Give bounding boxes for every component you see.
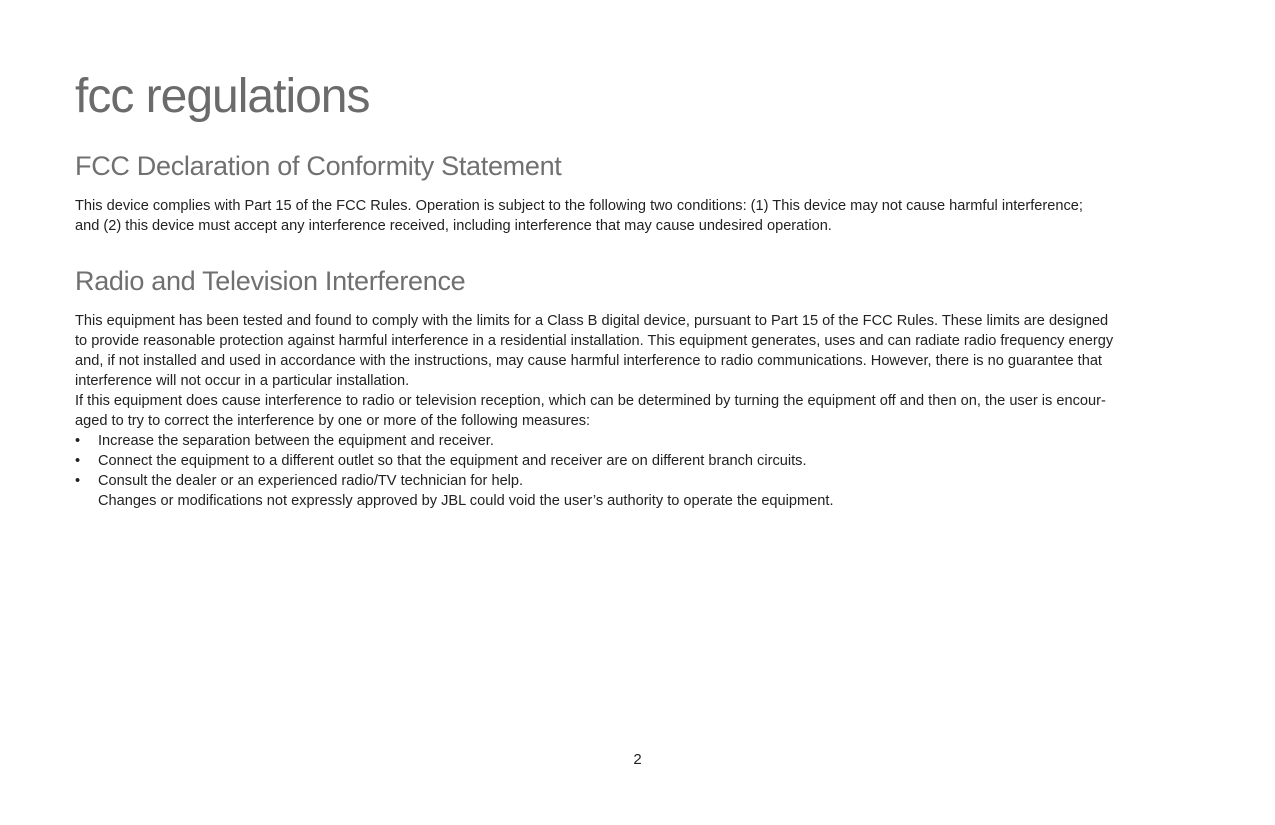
paragraph-line: to provide reasonable protection against harmful interference in a residential installation. This equipment generates, uses and can radiate radio frequency energy <box>75 333 1114 349</box>
paragraph-line: interference will not occur in a particular installation. <box>75 373 410 389</box>
bullet-icon: • <box>75 433 81 449</box>
radio-tv-paragraph <box>75 311 1190 431</box>
paragraph-line: This device complies with Part 15 of the FCC Rules. Operation is subject to the following two conditions: (1) This device may not cause harmful interference; <box>75 198 1083 214</box>
paragraph-line: If this equipment does cause interference to radio or television reception, which can be determined by turning the equipment off and then on, the user is encour- <box>75 393 1106 409</box>
measure-text: Connect the equipment to a different outlet so that the equipment and receiver are on different branch circuits. <box>98 453 807 469</box>
declaration-paragraph <box>75 196 1190 236</box>
measure-text: Increase the separation between the equipment and receiver. <box>98 433 494 449</box>
measures-list <box>75 431 807 491</box>
measure-text: Consult the dealer or an experienced radio/TV technician for help. <box>98 473 524 489</box>
modification-note: Changes or modifications not expressly approved by JBL could void the user’s authority to operate the equipment. <box>98 493 834 509</box>
paragraph-line: and (2) this device must accept any interference received, including interference that may cause undesired operation. <box>75 218 832 234</box>
bullet-icon: • <box>75 453 81 469</box>
list-item <box>75 431 807 451</box>
declaration-heading: FCC Declaration of Conformity Statement <box>75 151 562 181</box>
radio-tv-heading: Radio and Television Interference <box>75 266 466 296</box>
paragraph-line: aged to try to correct the interference by one or more of the following measures: <box>75 413 591 429</box>
list-item <box>75 471 807 491</box>
paragraph-line: and, if not installed and used in accordance with the instructions, may cause harmful interference to radio communications. However, there is no guarantee that <box>75 353 1102 369</box>
page-title: fcc regulations <box>75 70 370 123</box>
bullet-icon: • <box>75 473 81 489</box>
paragraph-line: This equipment has been tested and found to comply with the limits for a Class B digital device, pursuant to Part 15 of the FCC Rules. These limits are designed <box>75 313 1109 329</box>
page-number: 2 <box>633 751 642 768</box>
list-item <box>75 451 807 471</box>
